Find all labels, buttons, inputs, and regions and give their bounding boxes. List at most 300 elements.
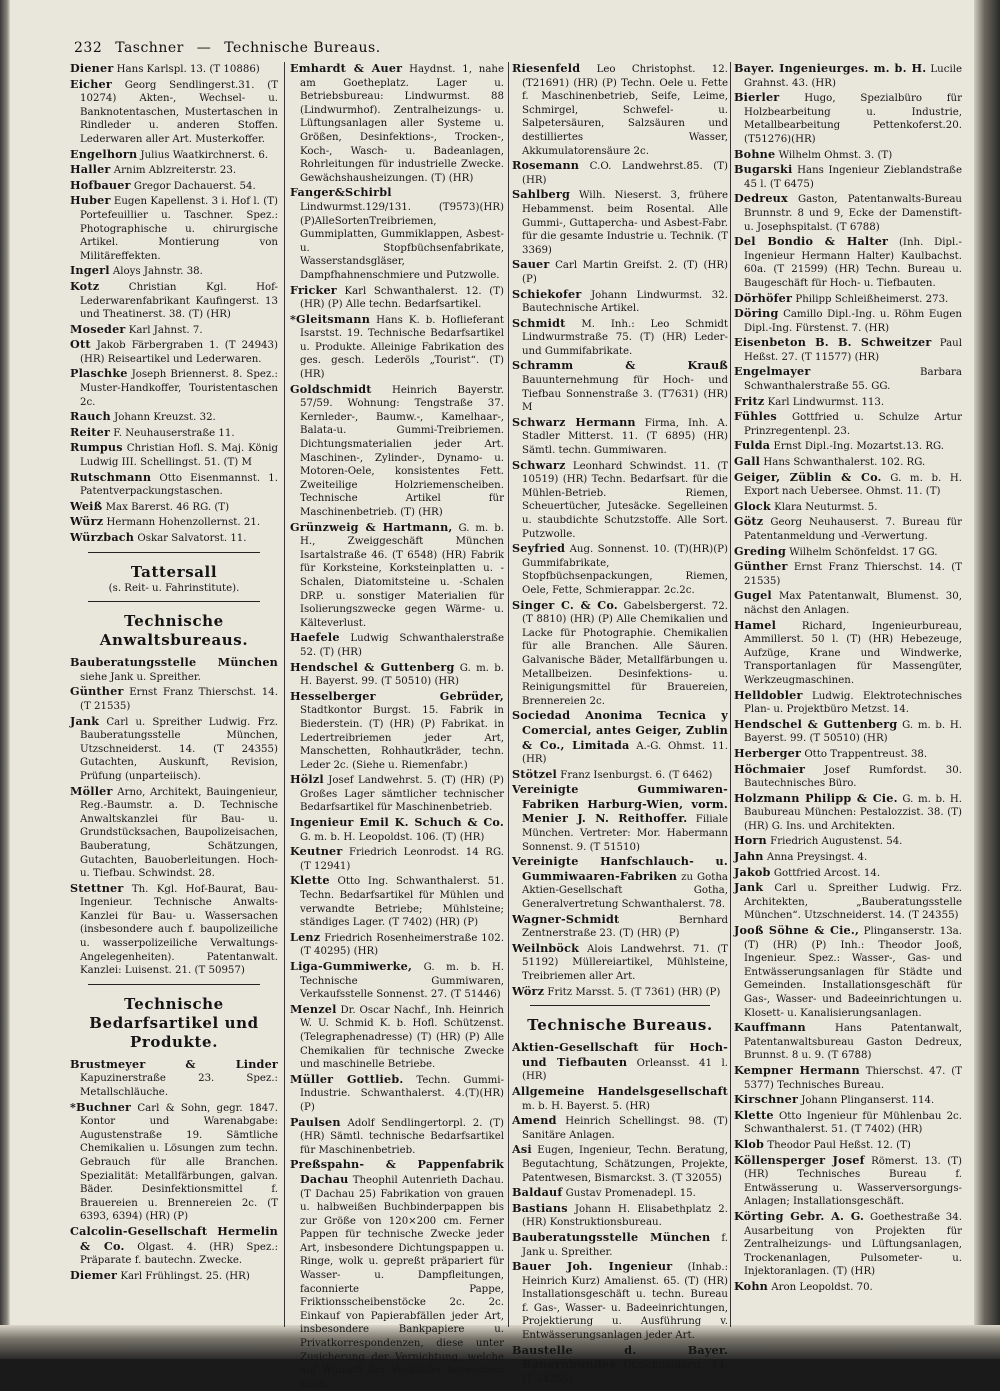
entry-details: Arno, Architekt, Bauingenieur, Reg.-Baumstr. a. D. Technische Anwaltskanzlei für Bau- u. Grundstücksachen, Baupolizeisachen, Bauberatung, Schätzungen, Gutachten, Bauoberleitungen. Hoch- u. Tiefbau. Schwindst. 28. [80,786,278,880]
entry-name: Calcolin-Gesellschaft Hermelin & Co. [70,1223,278,1253]
header-dash: — [196,40,212,56]
directory-entry [512,855,728,911]
entry-details: Klara Neuturmst. 5. [774,501,878,513]
directory-entry [734,881,962,923]
entry-name: Ingerl [70,263,110,278]
entry-details: Carl u. Spreither Ludwig. Frz. Architekten, „Bauberatungsstelle München“. Utzschneiderst. 14. (T 24355) [744,883,962,922]
directory-entry [512,1041,728,1084]
entry-details: Hans Karlspl. 13. (T 10886) [116,64,260,75]
entry-details: G. m. b. H. Export nach Uebersee. Ohmst. 11. (T) [744,472,962,498]
directory-entry [734,1064,962,1092]
entry-name: Rosemann [512,158,580,173]
entry-details: Techn. Gummi-Industrie. Schwanthalerst. 4.(T)(HR)(P) [300,1074,504,1113]
directory-entry [734,619,962,688]
entry-details: Karl Lindwurmst. 113. [767,396,885,408]
directory-entry [512,1143,728,1185]
entry-name: Eisenbeton B. B. Schweitzer [734,335,932,350]
entry-name: Ingenieur Emil K. Schuch & Co. [290,815,504,830]
entry-details: f. Jank u. Spreither. [522,1232,728,1258]
section-title: Technische Anwaltsbureaus. [99,612,249,650]
directory-entry [512,1085,728,1113]
entry-details: Georg Neuhauserst. 7. Bureau für Patentanmeldung und -Verwertung. [744,517,962,542]
directory-entry [734,718,962,746]
directory-entry [70,410,278,425]
entry-details: Theophil Autenrieth Dachau. (T Dachau 25) Fabrikation von grauen u. halbweißen Buchbinderpappen bis zur Größe von 120×200 cm. Ferner Pappen für technische Zwecke jeder Art, insbesondere Dichtungspappen u. Ringe, wolk u. gepreßt präpariert für Wasser- u. Dampfleitungen, faconnierte Pappe, Friktionsscheibenstöcke 2c. 2c. Einkauf von Papierabfällen jeder Art, insbesondere Bankpapiere u. Privatkorrespondenzen, diese unter Zusicherung der Vernichtung, welche auf Wunsch der Verkäufer beiwohnen kann. [300,1174,504,1390]
directory-entry [512,62,728,158]
entry-details: Ernst Dipl.-Ing. Mozartst.13. RG. [773,441,945,453]
header-left: Taschner [115,40,184,56]
entry-name: Haller [70,162,111,177]
entry-name: Fritz [734,393,765,408]
header-right: Technische Bureaus. [224,40,381,56]
entry-name: Emhardt & Auer [290,61,403,75]
directory-entry [512,1114,728,1142]
entry-details: Ernst Franz Thierschst. 14. (T 21535) [80,687,278,712]
entry-details: Goethestraße 34. Ausarbeitung von Projekten für Zentralheizungs- und Lüftungsanlagen, Trockenanlagen, Pulsometer- u. Injektoranlagen. (T) (HR) [744,1211,963,1278]
directory-entry [734,560,962,588]
entry-details: Eugen Kapellenst. 3 i. Hof l. (T) Portefeuillier u. Taschner. Spez.: Photographische u. chirurgische Artikel. Montierung von Militäreffekten. [80,196,278,262]
directory-entry [512,985,728,1000]
entry-details: Carl Martin Greifst. 2. (T) (HR) (P) [522,260,728,285]
entry-details: Hans Patentanwalt, Patentanwaltsbureau Gaston Dedreux, Brunnst. 8 u. 9. (T 6788) [744,1023,962,1062]
directory-entry [70,148,278,163]
entry-details: Bernhard Zentnerstraße 23. (T) (HR) (P) [522,914,728,940]
directory-entry [290,631,504,659]
entry-details: Orleansst. 41 l. (HR) [522,1057,728,1083]
directory-entry [734,91,962,146]
entry-name: Bauberatungsstelle München [70,655,278,670]
entry-details: m. b. H. Bayerst. 5. (HR) [522,1100,650,1112]
directory-entry [512,258,728,286]
entry-details: Max Barerst. 46 RG. (T) [105,501,230,513]
entry-details: Christian Hofl. S. Maj. König Ludwig III. Schellingst. 51. (T) M [80,443,278,469]
entry-details: Gottfried Arcost. 14. [773,867,881,879]
entry-name: Seyfried [512,541,566,556]
entry-name: Bugarski [734,162,793,177]
entry-details: Ludwig Schwanthalerstraße 52. (T) (HR) [300,633,504,658]
directory-entry [512,709,728,766]
entry-details: Barbara Schwanthalerstraße 55. GG. [744,367,962,393]
entry-details: Otto Trappentreust. 38. [804,748,928,760]
entry-details: Lucile Grahnst. 43. (HR) [744,64,962,89]
entry-details: Otto Ing. Schwanthalerst. 51. Techn. Bedarfsartikel für Mühlen und verwandte Betriebe; Mühlsteine; ständiges Lager. (T 7402) (HR) (P) [300,876,504,929]
entry-name: Reiter [70,424,111,439]
entry-name: Bayer. Ingenieurges. m. b. H. [734,61,927,75]
entry-name: Preßspahn- & Pappenfabrik Dachau [290,1157,504,1186]
entry-name: Weilnböck [512,940,580,955]
entry-details: Dr. Oscar Nachf., Inh. Heinrich W. U. Schmid K. b. Hofl. Schützenst. (Telegraphenadresse) (T) (HR) (P) Alle Chemikalien für technische Zwecke und maschinelle Betriebe. [300,1004,504,1071]
entry-details: Johann H. Elisabethplatz 2. (HR) Konstruktionsbureau. [522,1203,728,1229]
directory-entry [290,1116,504,1158]
directory-entry [290,661,504,689]
entry-details: Johann Plinganserst. 114. [801,1095,935,1107]
entry-name: Hesselberger Gebrüder, [290,688,504,703]
directory-entry [734,1021,962,1063]
entry-name: Klette [734,1107,774,1122]
entry-name: Greding [734,543,786,558]
entry-name: Lenz [290,929,321,944]
entry-name: Liga-Gummiwerke, [290,959,413,973]
entry-details: Fritz Marsst. 5. (T 7361) (HR) (P) [547,986,721,998]
directory-entry [290,690,504,773]
directory-entry [290,521,504,631]
entry-name: Horn [734,833,767,848]
directory-entry [290,383,504,520]
directory-entry [512,459,728,542]
entry-details: Oskar Salvatorst. 11. [137,533,247,544]
entry-details: Friedrich Rosenheimerstraße 102. (T 40295) (HR) [300,932,504,958]
entry-name: Hendschel & Guttenberg [290,659,455,674]
directory-entry [512,1260,728,1343]
entry-name: Keutner [290,844,343,859]
directory-entry [70,179,278,194]
section-title: Technische Bureaus. [527,1016,713,1035]
directory-entry [512,599,728,709]
entry-name: Jakob [734,864,771,879]
entry-name: Sahlberg [512,187,570,202]
entry-details: Ernst Franz Thierschst. 14. (T 21535) [744,562,962,587]
entry-name: Bauberatungsstelle München [512,1229,711,1244]
directory-entry [290,1158,504,1391]
page-edge-right [974,0,1000,1359]
directory-entry [512,783,728,854]
directory-entry [734,148,962,163]
entry-details: Filiale München. Vertreter: Mor. Habermann Sonnenst. 9. (T 51510) [522,814,728,853]
entry-name: Goldschmidt [290,381,372,396]
entry-details: Heinrich Bayerstr. 57/59. Wohnung: Tengstraße 37. Kernleder-, Baumw.-, Kamelhaar-, Balata-u. Gummi-Treibriemen. Dichtungsmaterialien jeder Art. Maschinen-, Zylinder-, Dynamo- u. Motoren-Oele, konsistentes Fett. Zweiteilige Holzriemenscheiben. Technische Artikel für Maschinenbetrieb. (T) (HR) [300,384,504,518]
entry-name: Würz [70,514,104,529]
entry-details: G. m. b. H., Zweiggeschäft München Isartalstraße 46. (T 6548) (HR) Fabrik für Korksteine, Korksteinplatten u. -Schalen, Diatomitsteine u. -Schalen DRP. u. sonstiger Materialien für Isolierungszwecke gegen Wärme- u. Kälteverlust. [300,522,504,629]
entry-details: Utzschneiderst. 14. (T 24355) [522,1360,728,1385]
entry-name: Sociedad Anonima Tecnica y Comercial, antes Geiger, Zublin & Co., Limitada [512,708,728,752]
entry-details: Gregor Dachauerst. 54. [133,180,256,192]
entry-details: G. m. b. H. Bayerst. 99. (T 50510) (HR) [744,719,962,745]
entry-details: Eugen, Ingenieur, Techn. Beratung, Begutachtung, Schätzungen, Projekte, Patentwesen, Bismarckst. 3. (T 32055) [522,1145,728,1184]
entry-name: Würzbach [70,530,135,544]
entry-details: Hans Ingenieur Zieblandstraße 45 l. (T 6475) [744,165,962,190]
directory-entry [70,441,278,469]
entry-name: Jooß Söhne & Cie., [734,923,860,938]
directory-entry [70,264,278,279]
directory-entry [70,500,278,515]
entry-details: Plinganserstr. 13a. (T) (HR) (P) Inh.: Theodor Jooß, Ingenieur. Spez.: Wasser-, Gas- und Entwässerungsanlagen für Städte und Gemeinden. Installationsgeschäft für Gas-, Wasser- und Badeeinrichtungen u. Klosett- u. Kanalisierungsanlagen. [744,926,962,1019]
directory-entry [512,942,728,984]
entry-details: Karl Frühlingst. 25. (HR) [120,1270,250,1282]
entry-name: Asi [512,1142,532,1157]
directory-entry [70,531,278,546]
entry-details: Aloys Jahnstr. 38. [112,266,203,278]
directory-entry [734,439,962,454]
directory-entry [734,336,962,364]
entry-name: Günther [70,684,124,699]
page-number: 232 [74,40,103,56]
entry-details: Carl & Sohn, gegr. 1847. Kontor und Warenabgabe: Augustenstraße 19. Sämtliche Chemikalien u. Lösungen zum techn. Gebrauch für alle Branchen. Spezialität: Metallfärbungen, galvan. Bäder. Desinfektionsmittel f. Brauereien u. Brennereien 2c. (T 6393, 6394) (HR) (P) [80,1102,278,1223]
entry-name: Fulda [734,438,771,453]
entry-details: Franz Isenburgst. 6. (T 6462) [560,769,713,781]
directory-entry [734,515,962,543]
directory-entry [734,866,962,881]
entry-details: Anna Preysingst. 4. [766,852,868,864]
entry-name: Holzmann Philipp & Cie. [734,790,898,805]
entry-details: Max Patentanwalt, Blumenst. 30, nächst den Anlagen. [744,591,962,616]
entry-name: Bauer Joh. Ingenieur [512,1259,673,1274]
directory-entry [290,845,504,873]
directory-entry [734,500,962,515]
entry-name: Hamel [734,617,777,632]
entry-name: Huber [70,193,111,208]
directory-entry [734,545,962,560]
entry-details: Wilhelm Schönfeldst. 17 GG. [789,546,938,558]
section-rule [88,984,260,985]
entry-details: Gabelsbergerst. 72. (T 8810) (HR) (P) Alle Chemikalien und Lacke für Photographie. Chemikalien für alle Branchen. Alle Säuren. Galvanische Bäder, Metallfärbungen u. Metallbeizen. Desinfektions- u. Reinigungsmittel für Brauereien, Brennereien 2c. [522,600,729,707]
entry-name: Weiß [70,498,103,513]
entry-details: Ludwig. Elektrotechnisches Plan- u. Projektbüro Metzst. 14. [744,690,962,716]
entry-details: Aron Leopoldst. 70. [771,1281,873,1293]
entry-details: Haydnst. 1, nahe am Goetheplatz. Lager u. Betriebsbureau: Lindwurmst. 88 (Lindwurmhof). Zentralheizungs- u. Lüftungsanlagen aller Systeme u. Größen, Desinfektions-, Trocken-, Koch-, Wasch- u. Badeanlagen, Rohrleitungen für industrielle Zwecke. Gewächshausheizungen. (T) (HR) [300,64,504,184]
entry-details: Adolf Sendlingertorpl. 2. (T) (HR) Sämtl. technische Bedarfsartikel für Maschinenbetrieb. [300,1117,504,1156]
entry-name: Döring [734,306,779,321]
entry-details: Hans Schwanthalerst. 102. RG. [763,457,926,469]
entry-name: Köllensperger Josef [734,1152,865,1167]
entry-details: A.-G. Ohmst. 11. (HR) [522,740,728,766]
directory-entry [512,1344,728,1387]
entry-name: Fricker [290,282,337,297]
entry-details: Gaston, Patentanwalts-Bureau Brunnstr. 8 und 9, Ecke der Damenstift- u. Josephspitalst. (T 6788) [744,194,962,233]
entry-name: Hendschel & Guttenberg [734,716,898,731]
directory-entry [70,785,278,881]
entry-name: Günther [734,559,788,574]
directory-entry [70,656,278,684]
entry-name: Bohne [734,146,776,161]
entry-details: Olgast. 4. (HR) Spez.: Präparate f. bautechn. Zwecke. [80,1241,278,1267]
entry-details: Karl Schwanthalerst. 12. (T) (HR) (P) Alle techn. Bedarfsartikel. [300,285,504,311]
entry-name: Moseder [70,321,126,336]
directory-entry [734,307,962,335]
entry-details: Johann Lindwurmst. 32. Bautechnische Artikel. [522,289,728,315]
entry-name: Baustelle d. Bayer. Bauernbundes [512,1342,728,1372]
entry-name: Wörz [512,983,545,998]
entry-name: Hölzl [290,772,324,787]
entry-name: *Buchner [70,1099,132,1114]
entry-details: Jakob Färbergraben 1. (T 24943) (HR) Reiseartikel und Lederwaren. [80,340,278,365]
entry-name: Aktien-Gesellschaft für Hoch- und Tiefbauten [512,1040,728,1069]
entry-details: G. m. b. H. Leopoldst. 106. (T) (HR) [300,831,485,843]
entry-details: Friedrich Augustenst. 54. [770,836,903,848]
directory-entry [512,1231,728,1259]
entry-details: Firma, Inh. A. Stadler Mitterst. 11. (T 6895) (HR) Sämtl. techn. Gummiwaren. [522,417,728,457]
directory-entry [70,163,278,178]
column-rule [508,62,509,1327]
entry-details: siehe Jank u. Spreither. [80,671,201,683]
directory-entry [512,159,728,187]
directory-entry [70,367,278,409]
entry-details: Aug. Sonnenst. 10. (T)(HR)(P) Gummifabrikate, Stopfbüchsenpackungen, Riemen, Oele, Fette, Schmierappar. 2c.2c. [522,544,728,596]
directory-entry [290,931,504,959]
entry-name: Amend [512,1113,557,1128]
entry-name: Rumpus [70,440,123,455]
directory-entry [70,1058,278,1100]
directory-entry [70,426,278,441]
entry-name: Fühles [734,409,777,424]
directory-entry [70,1225,278,1268]
entry-details: Theodor Paul Heßst. 12. (T) [767,1139,911,1151]
directory-entry [290,816,504,844]
entry-name: Rutschmann [70,469,152,484]
entry-name: Vereinigte Gummiwaren-Fabriken Harburg-Wien, vorm. Menier J. N. Reithoffer. [512,782,728,826]
section-subtitle: (s. Reit- u. Fahrinstitute). [108,582,240,594]
entry-details: Bauunternehmung für Hoch- und Tiefbau Sonnenstraße 3. (T7631) (HR) M [522,375,728,414]
entry-details: Camillo Dipl.-Ing. u. Röhm Eugen Dipl.-Ing. Fürstenst. 7. (HR) [744,309,962,334]
entry-name: Helldobler [734,687,803,702]
entry-name: Schramm & Krauß [512,358,728,373]
entry-name: Kirschner [734,1092,799,1107]
entry-name: Klette [290,873,330,888]
entry-name: Geiger, Züblin & Co. [734,469,882,484]
entry-details: Johann Kreuzst. 32. [114,412,216,424]
entry-name: Schiekofer [512,286,582,301]
entry-name: Jank [70,713,100,728]
entry-name: Körting Gebr. A. G. [734,1208,865,1223]
book-spine [0,0,10,1359]
entry-name: Schwarz Hermann [512,414,636,429]
entry-name: Engelmayer [734,364,811,379]
entry-details: Gustav Promenadepl. 15. [565,1188,696,1200]
directory-entry [290,313,504,382]
directory-entry [734,410,962,438]
entry-name: Diemer [70,1267,118,1282]
entry-name: Schmidt [512,315,566,330]
column-1 [70,62,278,1327]
directory-entry [734,292,962,307]
entry-name: Klob [734,1136,765,1151]
entry-name: Kempner Hermann [734,1062,860,1077]
directory-entry [734,834,962,849]
entry-details: Wilhelm Ohmst. 3. (T) [778,149,893,161]
entry-details: F. Neuhauserstraße 11. [113,427,235,439]
entry-name: *Gleitsmann [290,311,371,326]
section-rule [530,1005,710,1006]
entry-name: Riesenfeld [512,61,581,75]
entry-name: Baldauf [512,1185,563,1200]
entry-details: Josef Rumfordst. 30. Bautechnisches Büro. [744,764,962,790]
entry-name: Haefele [290,630,340,645]
section-rule [88,552,260,553]
entry-details: Stadtkontor Burgst. 15. Fabrik in Biederstein. (T) (HR) (P) Fabrikat. in Ledertreibriemen jeder Art, Manschetten, Rohhautkräder, techn. Leder 2c. (Siehe u. Riemenfabr.) [300,705,504,771]
section-tattersall [70,563,278,596]
entry-name: Ott [70,337,91,352]
entry-details: Hugo, Spezialbüro für Holzbearbeitung u. Industrie, Metallbearbeitung Pettenkoferst.20. (T51276)(HR) [744,93,962,145]
section-rule [88,601,260,602]
entry-name: Götz [734,514,764,529]
entry-name: Del Bondio & Halter [734,234,889,249]
entry-details: Hermann Hohenzollernst. 21. [106,517,261,529]
directory-entry [512,288,728,316]
directory-entry [734,163,962,191]
entry-name: Eicher [70,76,112,91]
directory-entry [70,323,278,338]
entry-details: Thierschst. 47. (T 5377) Technisches Bureau. [744,1065,962,1091]
directory-entry [70,62,278,77]
entry-name: Möller [70,783,113,798]
directory-entry [734,192,962,234]
entry-name: Kotz [70,278,100,293]
entry-name: Gall [734,454,761,469]
directory-entry [290,284,504,312]
entry-name: Kauffmann [734,1020,806,1035]
directory-entry [70,471,278,499]
directory-entry [290,773,504,815]
column-4 [734,62,962,1327]
directory-entry [512,317,728,359]
directory-entry [734,1138,962,1153]
directory-entry [512,913,728,941]
entry-name: Bastians [512,1200,568,1215]
entry-details: Otto Ingenieur für Mühlenbau 2c. Schwanthalerst. 51. (T 7402) (HR) [744,1110,962,1136]
directory-entry [734,1154,962,1209]
directory-entry [734,1093,962,1108]
entry-name: Bierler [734,90,780,105]
directory-entry [734,792,962,834]
directory-entry [70,685,278,713]
entry-name: Plaschke [70,366,128,381]
column-rule [284,62,285,1327]
directory-entry [512,1202,728,1230]
section-bedarfsartikel [70,995,278,1052]
section-technische-bureaus [512,1016,728,1035]
directory-entry [70,280,278,322]
directory-entry [512,188,728,257]
entry-name: Gugel [734,588,772,603]
directory-entry [290,960,504,1002]
section-anwaltsbureaus [70,612,278,650]
directory-entry [290,874,504,929]
directory-entry [734,689,962,717]
directory-entry [70,194,278,263]
entry-details: Gottfried u. Schulze Artur Prinzregentenpl. 23. [744,412,962,437]
entry-name: Stettner [70,880,124,895]
entry-name: Dörhöfer [734,290,793,305]
entry-name: Rauch [70,409,111,424]
entry-details: G. m. b. H. Technische Gummiwaren, Verkaufsstelle Sonnenst. 27. (T 51446) [300,962,504,1001]
entry-details: C.O. Landwehrst.85. (T)(HR) [522,161,728,186]
directory-entry [734,471,962,499]
entry-details: Th. Kgl. Hof-Baurat, Bau-Ingenieur. Technische Anwalts-Kanzlei für Bau- u. Wassersachen (insbesondere auch f. baupolizeiliche u. wasserpolizeiliche Verwaltungs-Angelegenheiten). Patentanwalt. Kanzlei: Luisenst. 21. (T 50957) [80,883,278,977]
entry-name: Wagner-Schmidt [512,911,620,926]
directory-entry [70,78,278,147]
entry-details: Otto Eisenmannst. 1. Patentverpackungstaschen. [80,472,278,498]
directory-entry [734,747,962,762]
directory-entry [290,62,504,185]
entry-name: Jank [734,880,764,895]
column-rule [730,62,731,1327]
directory-entry [734,365,962,393]
entry-name: Höchmaier [734,761,806,776]
entry-details: Römerst. 13. (T) (HR) Technisches Bureau f. Entwässerung u. Wasserversorgungs-Anlagen; Installationsgeschäft. [744,1155,962,1208]
directory-entry [734,763,962,791]
directory-entry [734,1109,962,1137]
column-2 [290,61,504,1390]
entry-details: (Inh. Dipl.-Ingenieur Hermann Halter) Kaulbachst. 60a. (T 21599) (HR) Techn. Bureau u. Baugeschäft für Hoch- u. Tiefbauten. [744,237,962,289]
directory-entry [512,542,728,597]
entry-details: zu Gotha Aktien-Gesellschaft Gotha, Generalvertretung Schwanthalerst. 78. [522,871,728,911]
entry-name: Engelhorn [70,146,138,161]
entry-details: Leonhard Schwindst. 11. (T 10519) (HR) Techn. Bedarfsart. für die Mühlen-Betrieb. Riemen, Scheuertücher, Jutesäcke. Segelleinen u. staubdichte Schutzstoffe. Alle Sort. Putzwolle. [522,460,728,540]
entry-details: Heinrich Schellingst. 98. (T) Sanitäre Anlagen. [522,1116,728,1141]
entry-details: Richard, Ingenieurbureau, Ammillerst. 50 l. (T) (HR) Hebezeuge, Aufzüge, Krane und Windwerke, Transportanlagen für Massengüter, Werkzeugmaschinen. [744,620,962,686]
entry-details: Hans K. b. Hoflieferant Isarstst. 19. Technische Bedarfsartikel u. Produkte. Alleinige Fabrikation des ges. gesch. Lederöls „Tourist“. (T) (HR) [300,314,504,381]
entry-details: Arnim Ablzreiterstr. 23. [113,165,237,177]
directory-entry [734,395,962,410]
